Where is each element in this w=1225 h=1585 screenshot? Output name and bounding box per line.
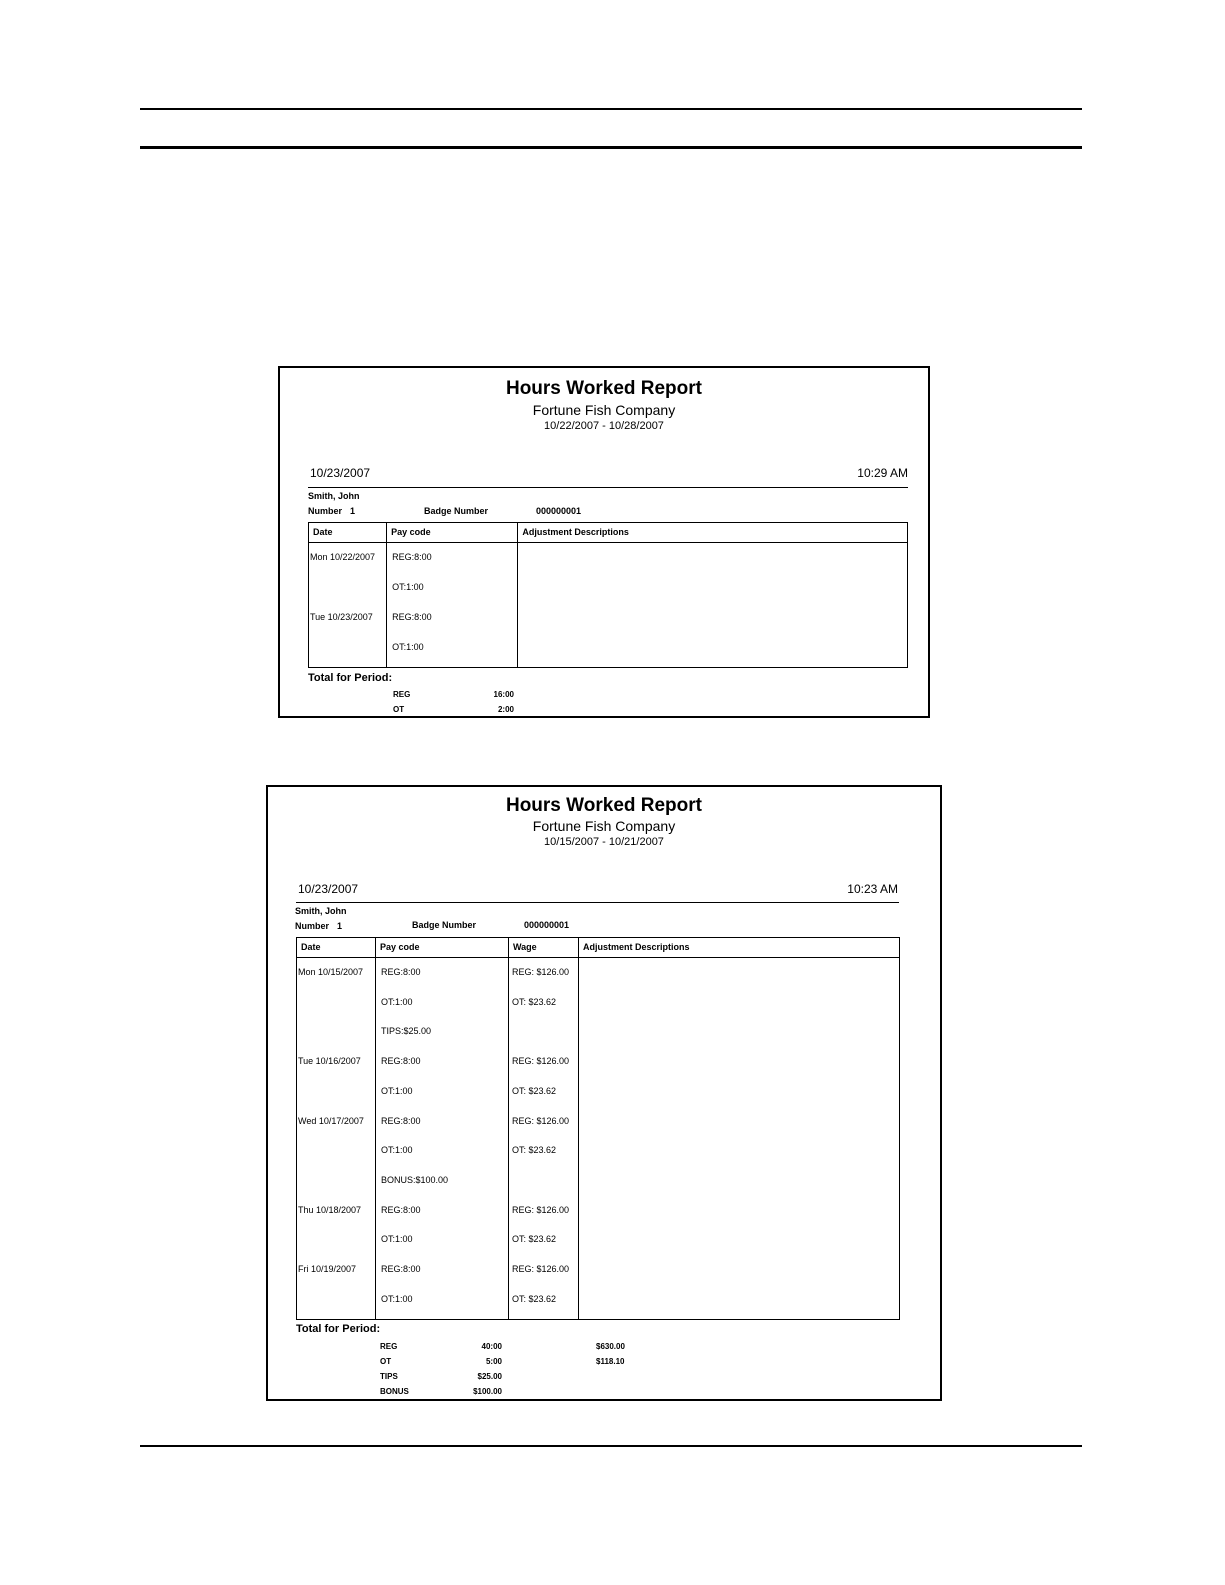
row-wage: OT: $23.62 bbox=[512, 997, 557, 1007]
number-label: Number bbox=[295, 921, 330, 931]
column-header-adjustments: Adjustment Descriptions bbox=[518, 523, 908, 543]
date-range: 10/15/2007 - 10/21/2007 bbox=[544, 836, 664, 848]
row-pay-code: REG:8:00 bbox=[392, 552, 432, 562]
row-pay-code: REG:8:00 bbox=[381, 1264, 421, 1274]
badge-value: 000000001 bbox=[536, 506, 582, 516]
row-pay-code: TIPS:$25.00 bbox=[381, 1026, 432, 1036]
row-wage: OT: $23.62 bbox=[512, 1086, 557, 1096]
row-date: Tue 10/16/2007 bbox=[298, 1056, 361, 1066]
date-range: 10/22/2007 - 10/28/2007 bbox=[544, 420, 664, 432]
row-pay-code: REG:8:00 bbox=[381, 1205, 421, 1215]
badge-label: Badge Number bbox=[424, 506, 489, 516]
row-wage: REG: $126.00 bbox=[512, 1056, 570, 1066]
print-date: 10/23/2007 bbox=[310, 466, 371, 480]
company-name: Fortune Fish Company bbox=[532, 818, 676, 834]
column-header-adjustments: Adjustment Descriptions bbox=[579, 938, 900, 958]
report-title: Hours Worked Report bbox=[505, 795, 702, 816]
row-pay-code: OT:1:00 bbox=[381, 1234, 413, 1244]
header-separator bbox=[308, 487, 908, 488]
date-column bbox=[309, 543, 387, 668]
adjustments-column bbox=[518, 543, 908, 668]
header-separator bbox=[296, 902, 899, 903]
row-wage: OT: $23.62 bbox=[512, 1294, 557, 1304]
number-label: Number bbox=[308, 506, 343, 516]
report-1-screenshot bbox=[278, 366, 930, 718]
total-wage: $630.00 bbox=[596, 1342, 625, 1351]
total-for-period-label: Total for Period: bbox=[308, 672, 393, 684]
row-pay-code: BONUS:$100.00 bbox=[381, 1175, 449, 1185]
column-header-pay-code: Pay code bbox=[376, 938, 509, 958]
row-pay-code: REG:8:00 bbox=[381, 1056, 421, 1066]
number-value: 1 bbox=[350, 506, 356, 516]
row-wage: REG: $126.00 bbox=[512, 1205, 570, 1215]
total-code: OT bbox=[393, 705, 405, 714]
total-hours: 16:00 bbox=[493, 690, 514, 699]
print-time: 10:23 AM bbox=[847, 882, 898, 896]
row-date: Mon 10/22/2007 bbox=[310, 552, 376, 562]
report-title: Hours Worked Report bbox=[505, 378, 702, 399]
report-2-screenshot bbox=[266, 785, 942, 1401]
row-wage: REG: $126.00 bbox=[512, 1264, 570, 1274]
row-date: Tue 10/23/2007 bbox=[310, 612, 373, 622]
employee-name: Smith, John bbox=[295, 906, 347, 916]
pay-code-column bbox=[387, 543, 518, 668]
company-name: Fortune Fish Company bbox=[532, 402, 676, 418]
column-header-wage: Wage bbox=[509, 938, 579, 958]
row-wage: OT: $23.62 bbox=[512, 1234, 557, 1244]
print-date: 10/23/2007 bbox=[298, 882, 359, 896]
total-wage: $118.10 bbox=[596, 1357, 625, 1366]
row-pay-code: REG:8:00 bbox=[381, 967, 421, 977]
top-rule-thin bbox=[140, 108, 1082, 110]
column-header-date: Date bbox=[309, 523, 387, 543]
badge-value: 000000001 bbox=[524, 920, 570, 930]
total-hours: 40:00 bbox=[481, 1342, 502, 1351]
row-date: Thu 10/18/2007 bbox=[298, 1205, 362, 1215]
total-code: REG bbox=[393, 690, 411, 699]
hours-wage-table bbox=[296, 937, 900, 1320]
row-wage: OT: $23.62 bbox=[512, 1145, 557, 1155]
row-pay-code: REG:8:00 bbox=[381, 1116, 421, 1126]
total-hours: $25.00 bbox=[477, 1372, 502, 1381]
row-wage: REG: $126.00 bbox=[512, 967, 570, 977]
total-hours: 5:00 bbox=[485, 1357, 502, 1366]
total-code: TIPS bbox=[380, 1372, 398, 1381]
row-pay-code: OT:1:00 bbox=[381, 1145, 413, 1155]
row-pay-code: OT:1:00 bbox=[381, 997, 413, 1007]
row-pay-code: OT:1:00 bbox=[392, 642, 424, 652]
print-time: 10:29 AM bbox=[857, 466, 908, 480]
total-hours: $100.00 bbox=[473, 1387, 502, 1396]
total-code: BONUS bbox=[380, 1387, 409, 1396]
total-for-period-label: Total for Period: bbox=[296, 1323, 381, 1335]
total-hours: 2:00 bbox=[497, 705, 514, 714]
row-date: Wed 10/17/2007 bbox=[298, 1116, 364, 1126]
hours-table bbox=[308, 522, 908, 668]
row-pay-code: REG:8:00 bbox=[392, 612, 432, 622]
row-date: Fri 10/19/2007 bbox=[298, 1264, 357, 1274]
row-pay-code: OT:1:00 bbox=[392, 582, 424, 592]
date-column bbox=[297, 958, 376, 1320]
total-code: REG bbox=[380, 1342, 398, 1351]
row-wage: REG: $126.00 bbox=[512, 1116, 570, 1126]
wage-column bbox=[509, 958, 579, 1320]
top-rule-thick bbox=[140, 146, 1082, 149]
column-header-pay-code: Pay code bbox=[387, 523, 518, 543]
bottom-rule bbox=[140, 1445, 1082, 1447]
employee-name: Smith, John bbox=[308, 491, 360, 501]
row-date: Mon 10/15/2007 bbox=[298, 967, 364, 977]
column-header-date: Date bbox=[297, 938, 376, 958]
row-pay-code: OT:1:00 bbox=[381, 1294, 413, 1304]
adjustments-column bbox=[579, 958, 900, 1320]
row-pay-code: OT:1:00 bbox=[381, 1086, 413, 1096]
badge-label: Badge Number bbox=[412, 920, 477, 930]
pay-code-column bbox=[376, 958, 509, 1320]
number-value: 1 bbox=[337, 921, 343, 931]
total-code: OT bbox=[380, 1357, 392, 1366]
